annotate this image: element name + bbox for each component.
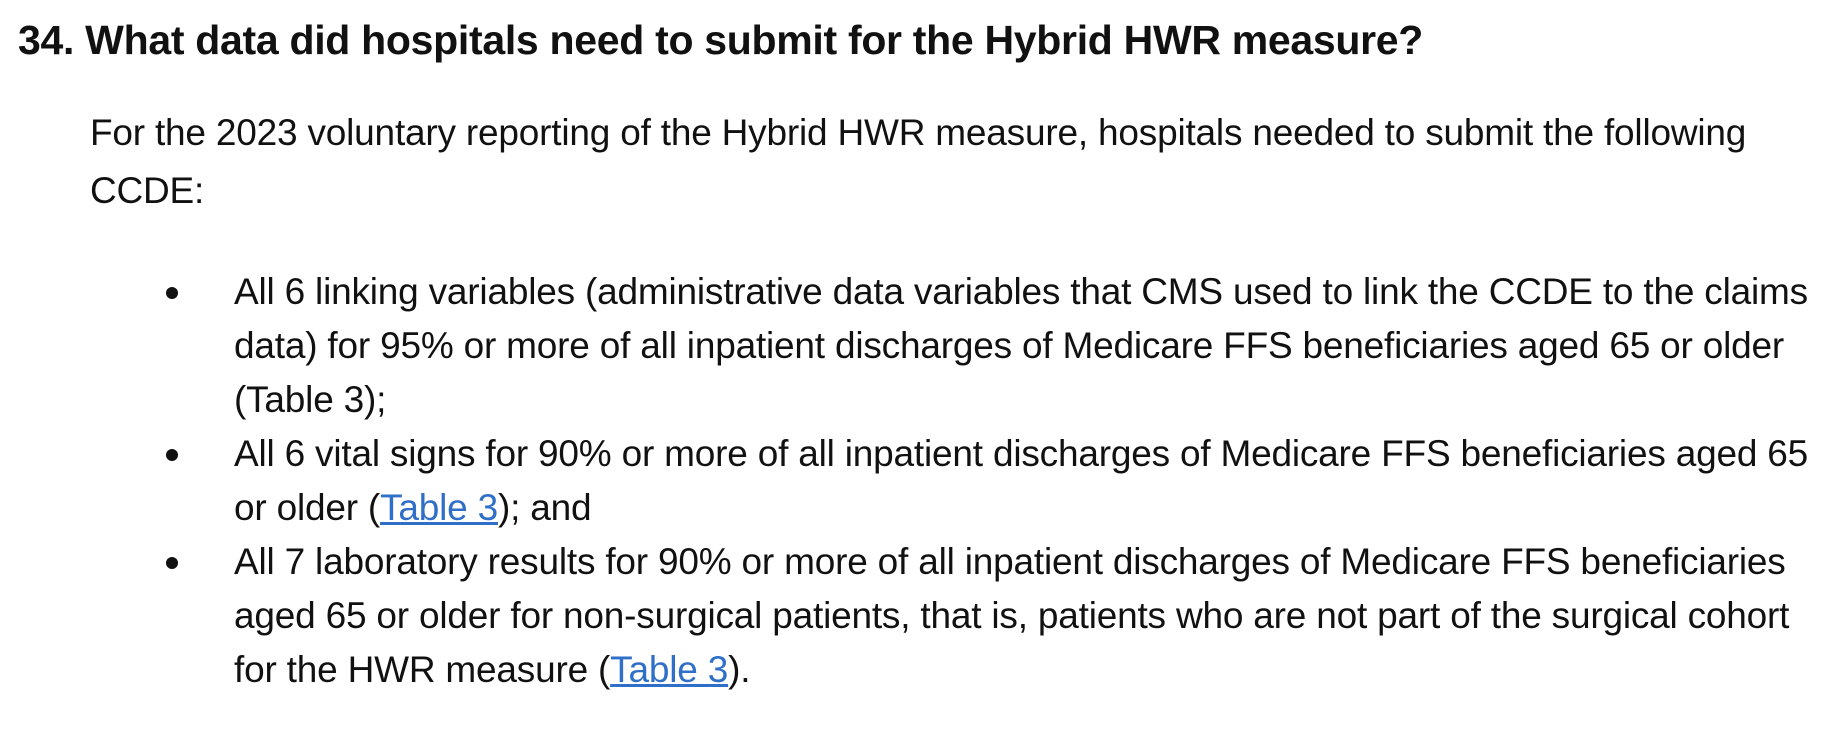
requirement-text: All 7 laboratory results for 90% or more of all inpatient discharges of Medicare FFS beneficiaries aged 65 or older for non-surgical patients, that is, patients who are not part of the surgical cohort for the HWR measure (: [234, 541, 1790, 690]
requirement-item-laboratory-results: [160, 535, 1810, 697]
requirements-list: [160, 265, 1810, 697]
table-3-link[interactable]: Table 3: [380, 487, 498, 528]
requirement-text-end: ).: [728, 649, 751, 690]
requirement-item-vital-signs: [160, 427, 1810, 535]
bullet-icon: [166, 557, 178, 569]
requirement-text: All 6 linking variables (administrative data variables that CMS used to link the CCDE to the claims data) for 95% or more of all inpatient discharges of Medicare FFS beneficiaries aged 65 or older (Table 3);: [234, 271, 1808, 420]
table-3-link[interactable]: Table 3: [610, 649, 729, 690]
question-heading: 34. What data did hospitals need to submit for the Hybrid HWR measure?: [18, 17, 1424, 63]
bullet-icon: [166, 287, 178, 299]
requirement-item-linking-variables: [160, 265, 1810, 427]
intro-paragraph: For the 2023 voluntary reporting of the Hybrid HWR measure, hospitals needed to submit the following CCDE:: [90, 112, 1747, 211]
requirement-text: All 6 vital signs for 90% or more of all inpatient discharges of Medicare FFS beneficiaries aged 65 or older (: [234, 433, 1809, 528]
bullet-icon: [166, 449, 178, 461]
requirement-text-end: ); and: [497, 487, 592, 528]
